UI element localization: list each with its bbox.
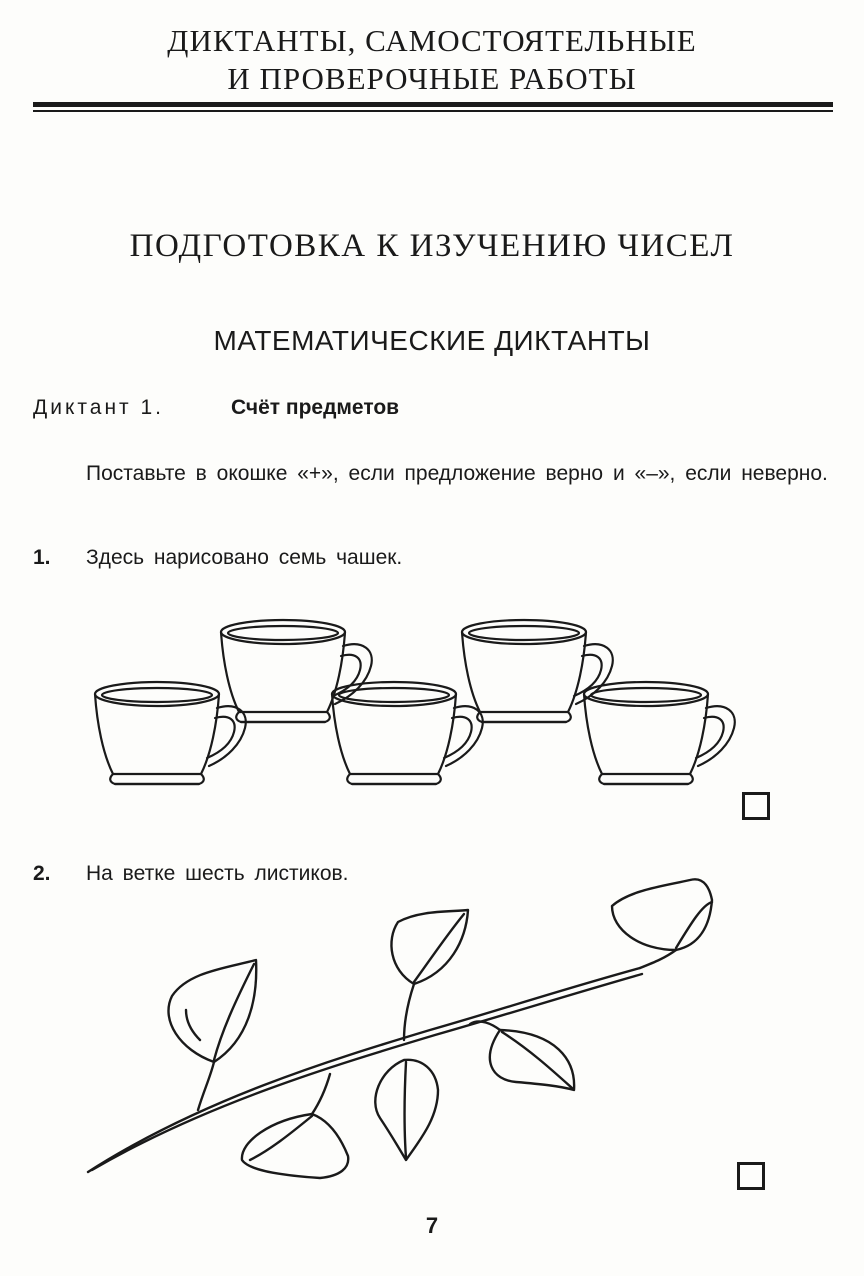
section-title: ПОДГОТОВКА К ИЗУЧЕНИЮ ЧИСЕЛ [129, 228, 735, 264]
subsection-title: МАТЕМАТИЧЕСКИЕ ДИКТАНТЫ [213, 325, 651, 356]
instruction-text: Поставьте в окошке «+», если предложение верно и «–», если неверно. [86, 462, 828, 485]
item-1-number: 1. [33, 546, 51, 569]
item-2-number: 2. [33, 862, 51, 885]
item-2-text: На ветке шесть листиков. [86, 862, 349, 885]
page-number: 7 [425, 1213, 439, 1238]
answer-box-2[interactable] [737, 1162, 765, 1190]
dictation-label: Диктант 1. [33, 396, 165, 419]
header-title-line2: И ПРОВЕРОЧНЫЕ РАБОТЫ [227, 61, 637, 96]
header-title-line1: ДИКТАНТЫ, САМОСТОЯТЕЛЬНЫЕ [167, 23, 697, 58]
item-1-text: Здесь нарисовано семь чашек. [86, 546, 403, 569]
dictation-name: Счёт предметов [231, 396, 400, 419]
